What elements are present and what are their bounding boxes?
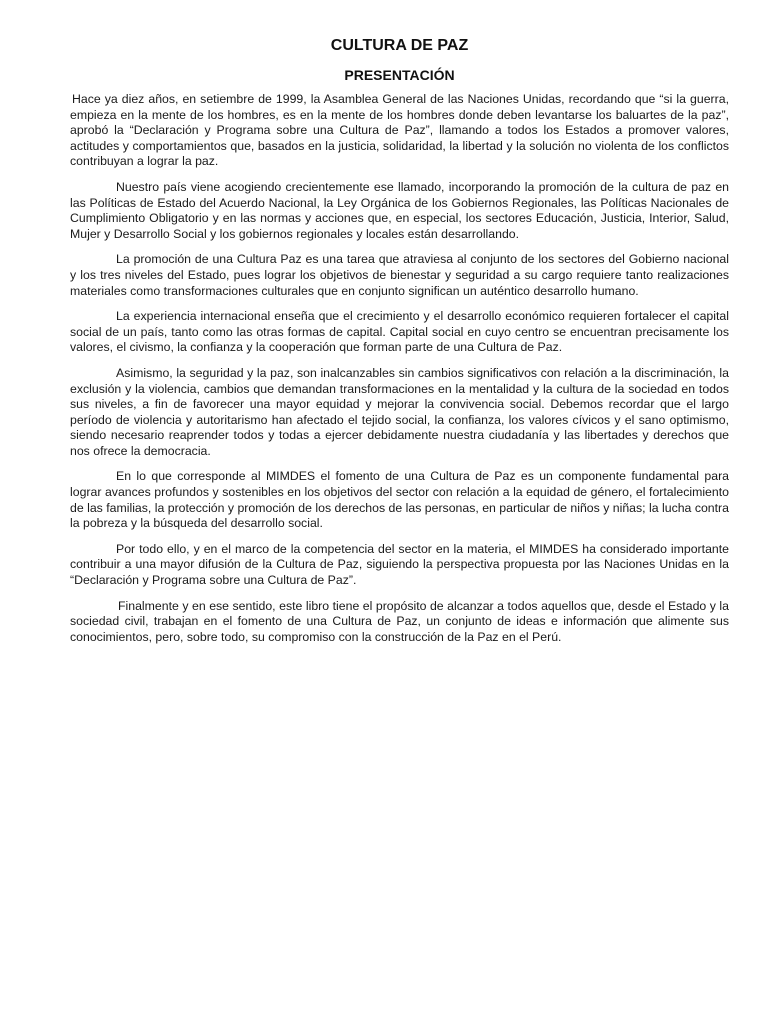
paragraph-6: En lo que corresponde al MIMDES el fomento de una Cultura de Paz es un componente fundamental para lograr avances profundos y sostenibles en los objetivos del sector con relación a la equidad de género, el fortalecimiento de las familias, la protección y promoción de los derechos de las personas, en particular de niños y niñas; la lucha contra la pobreza y la búsqueda del desarrollo social. (70, 469, 729, 531)
paragraph-3: La promoción de una Cultura Paz es una tarea que atraviesa al conjunto de los sectores del Gobierno nacional y los tres niveles del Estado, pues lograr los objetivos de bienestar y seguridad a su cargo requiere tanto realizaciones materiales como transformaciones culturales que en conjunto significan un auténtico desarrollo humano. (70, 252, 729, 298)
paragraph-8: Finalmente y en ese sentido, este libro tiene el propósito de alcanzar a todos aquellos que, desde el Estado y la sociedad civil, trabajan en el fomento de una Cultura de Paz, un conjunto de ideas e información que alimente sus conocimientos, pero, sobre todo, su compromiso con la construcción de la Paz en el Perú. (70, 598, 729, 644)
paragraph-4: La experiencia internacional enseña que el crecimiento y el desarrollo económico requieren fortalecer el capital social de un país, tanto como las otras formas de capital. Capital social en cuyo centro se encuentran precisamente los valores, el civismo, la confianza y la cooperación que forman parte de una Cultura de Paz. (70, 309, 729, 355)
document-title: CULTURA DE PAZ (330, 37, 469, 54)
paragraph-5: Asimismo, la seguridad y la paz, son inalcanzables sin cambios significativos con relación a la discriminación, la exclusión y la violencia, cambios que demandan transformaciones en la mentalidad y la cultura de la sociedad en todos sus niveles, a fin de favorecer una mayor equidad y mejorar la convivencia social. Debemos recordar que el largo período de violencia y autoritarismo han afectado el tejido social, la confianza, los valores cívicos y el sano optimismo, siendo necesario reaprender todos y todas a ejercer debidamente nuestra ciudadanía y las libertades y derechos que nos ofrece la democracia. (70, 365, 729, 458)
paragraph-7: Por todo ello, y en el marco de la competencia del sector en la materia, el MIMDES ha considerado importante contribuir a una mayor difusión de la Cultura de Paz, siguiendo la perspectiva propuesta por las Naciones Unidas en la “Declaración y Programa sobre una Cultura de Paz”. (70, 541, 729, 588)
document-page (70, 36, 729, 655)
section-heading: PRESENTACIÓN (344, 67, 455, 83)
paragraph-1: Hace ya diez años, en setiembre de 1999, la Asamblea General de las Naciones Unidas, recordando que “si la guerra, empieza en la mente de los hombres, es en la mente de los hombres donde deben levantarse los baluartes de la paz”, aprobó la “Declaración y Programa sobre una Cultura de Paz”, llamando a todos los Estados a promover valores, actitudes y comportamientos que, basados en la justicia, solidaridad, la libertad y la solución no violenta de los conflictos contribuyan a lograr la paz. (70, 92, 729, 169)
paragraph-2: Nuestro país viene acogiendo crecientemente ese llamado, incorporando la promoción de la cultura de paz en las Políticas de Estado del Acuerdo Nacional, la Ley Orgánica de los Gobiernos Regionales, las Políticas Nacionales de Cumplimiento Obligatorio y en las normas y acciones que, en especial, los sectores Educación, Justicia, Interior, Salud, Mujer y Desarrollo Social y los gobiernos regionales y locales están desarrollando. (70, 179, 729, 241)
